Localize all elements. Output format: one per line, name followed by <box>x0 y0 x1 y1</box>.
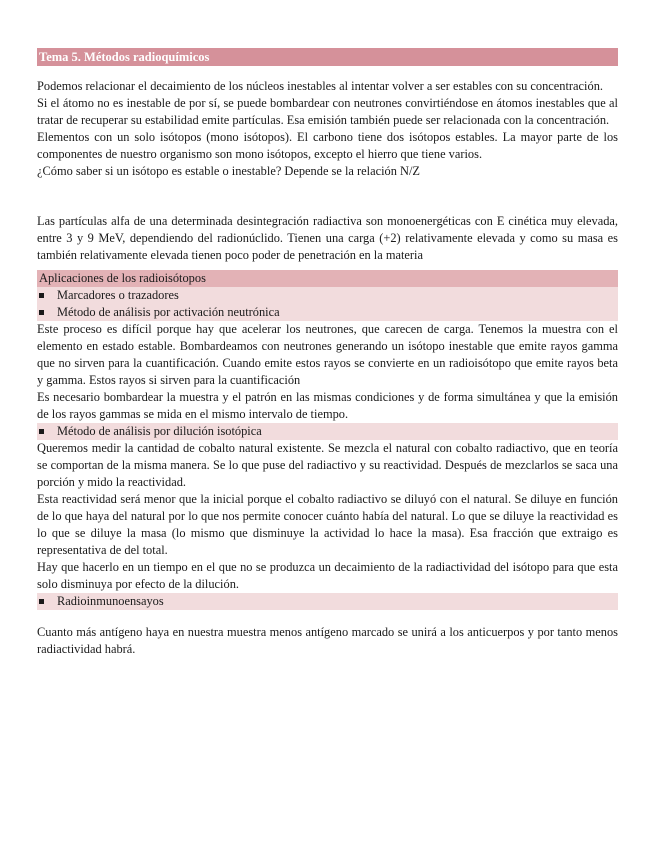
intro-paragraph-2: Si el átomo no es inestable de por sí, se puede bombardear con neutrones convirtiéndose en átomos inestables que al tratar de recuperar su estabilidad emite partículas. Esa emisión también puede ser relacionada con la concentración. <box>37 96 618 127</box>
page-title: Tema 5. Métodos radioquímicos <box>37 48 618 66</box>
section-heading-applications: Aplicaciones de los radioisótopos <box>37 270 618 287</box>
square-bullet-icon <box>37 293 57 298</box>
immunoassay-paragraph: Cuanto más antígeno haya en nuestra muestra menos antígeno marcado se unirá a los anticuerpos y por tanto menos radiactividad habrá. <box>37 625 618 656</box>
bullet-isotope-dilution <box>37 423 618 440</box>
bullet-neutron-activation <box>37 304 618 321</box>
bullet-label: Marcadores o trazadores <box>57 288 179 302</box>
square-bullet-icon <box>37 310 57 315</box>
intro-paragraph-3: Elementos con un solo isótopos (mono isótopos). El carbono tiene dos isótopos estables. La mayor parte de los componentes de nuestro organismo son mono isótopos, excepto el hierro que tiene varios. <box>37 130 618 161</box>
spacer <box>37 180 618 213</box>
dilution-paragraph-2: Esta reactividad será menor que la inicial porque el cobalto radiactivo se diluyó con el natural. Se diluye en función de lo que haya del natural por lo que nos permite conocer cuánto había del natural. Lo que se diluye la reactividad es lo que se diluye la masa (lo mismo que disminuye la actividad lo hace la masa). Esa fracción que extraigo es representativa de del total. <box>37 492 618 557</box>
intro-paragraph-4: ¿Cómo saber si un isótopo es estable o inestable? Depende se la relación N/Z <box>37 164 420 178</box>
bullet-label: Radioinmunoensayos <box>57 594 164 608</box>
activation-paragraph-1: Este proceso es difícil porque hay que acelerar los neutrones, que carecen de carga. Tenemos la muestra con el elemento en estado estable. Bombardeamos con neutrones generando un isótopo inestable que emite rayos gamma que no sirven para la cuantificación. Cuando emite estos rayos se convierte en un radioisótopo que emite rayos beta y gamma. Estos rayos si sirven para la cuantificación <box>37 322 618 387</box>
alpha-particles-paragraph: Las partículas alfa de una determinada desintegración radiactiva son monoenergéticas con E cinética muy elevada, entre 3 y 9 MeV, dependiendo del radionúclido. Tienen una carga (+2) relativamente elevada y como su masa es también relativamente elevada tienen poco poder de penetración en la materia <box>37 214 618 262</box>
bullet-radioimmunoassays <box>37 593 618 610</box>
square-bullet-icon <box>37 429 57 434</box>
activation-paragraph-2: Es necesario bombardear la muestra y el patrón en las mismas condiciones y de forma simultánea y que la emisión de los rayos gammas se mida en el mismo intervalo de tiempo. <box>37 390 618 421</box>
dilution-paragraph-1: Queremos medir la cantidad de cobalto natural existente. Se mezcla el natural con cobalto radiactivo, que en teoría se comportan de la misma manera. Se lo que puse del radiactivo y su reactividad. Después de mezclarlos se saca una porción y mido la reactividad. <box>37 441 618 489</box>
bullet-markers-tracers <box>37 287 618 304</box>
bullet-label: Método de análisis por activación neutrónica <box>57 305 280 319</box>
intro-paragraph-1: Podemos relacionar el decaimiento de los núcleos inestables al intentar volver a ser estables con su concentración. <box>37 79 603 93</box>
spacer <box>37 610 618 624</box>
bullet-label: Método de análisis por dilución isotópica <box>57 424 262 438</box>
document-page <box>37 48 618 658</box>
dilution-paragraph-3: Hay que hacerlo en un tiempo en el que no se produzca un decaimiento de la radiactividad del isótopo para que esta solo disminuya por efecto de la dilución. <box>37 560 618 591</box>
square-bullet-icon <box>37 599 57 604</box>
